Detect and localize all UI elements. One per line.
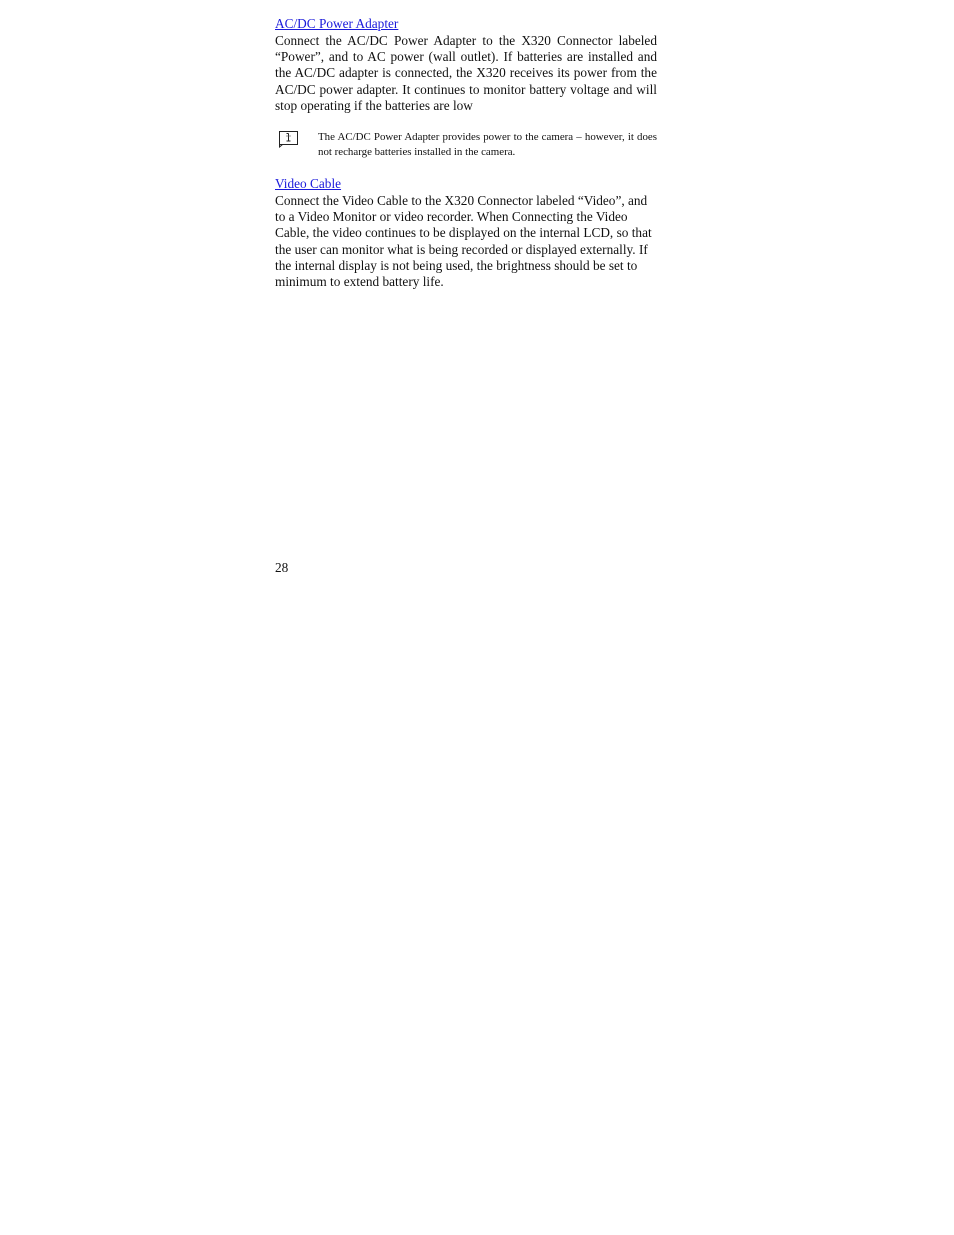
note-callout — [275, 130, 657, 162]
page-content — [275, 15, 657, 290]
section-body-ac-dc-power-adapter: Connect the AC/DC Power Adapter to the X320 Connector labeled “Power”, and to AC power (wall outlet). If batteries are installed and the AC/DC adapter is connected, the X320 receives its power from the AC/DC power adapter. It continues to monitor battery voltage and will stop operating if the batteries are low — [275, 33, 657, 113]
section-heading-ac-dc-power-adapter[interactable]: AC/DC Power Adapter — [275, 16, 399, 31]
page-number: 28 — [275, 560, 289, 575]
section-heading-video-cable[interactable]: Video Cable — [275, 176, 342, 192]
section-video-cable — [275, 175, 657, 290]
note-icon — [277, 130, 299, 148]
section-body-video-cable: Connect the Video Cable to the X320 Connector labeled “Video”, and to a Video Monitor or video recorder. When Connecting the Video Cable, the video continues to be displayed on the internal LCD, so that the user can monitor what is being recorded or displayed externally. If the internal display is not being used, the brightness should be set to minimum to extend battery life. — [275, 193, 652, 290]
note-text: The AC/DC Power Adapter provides power to the camera – however, it does not recharge batteries installed in the camera. — [318, 131, 657, 158]
